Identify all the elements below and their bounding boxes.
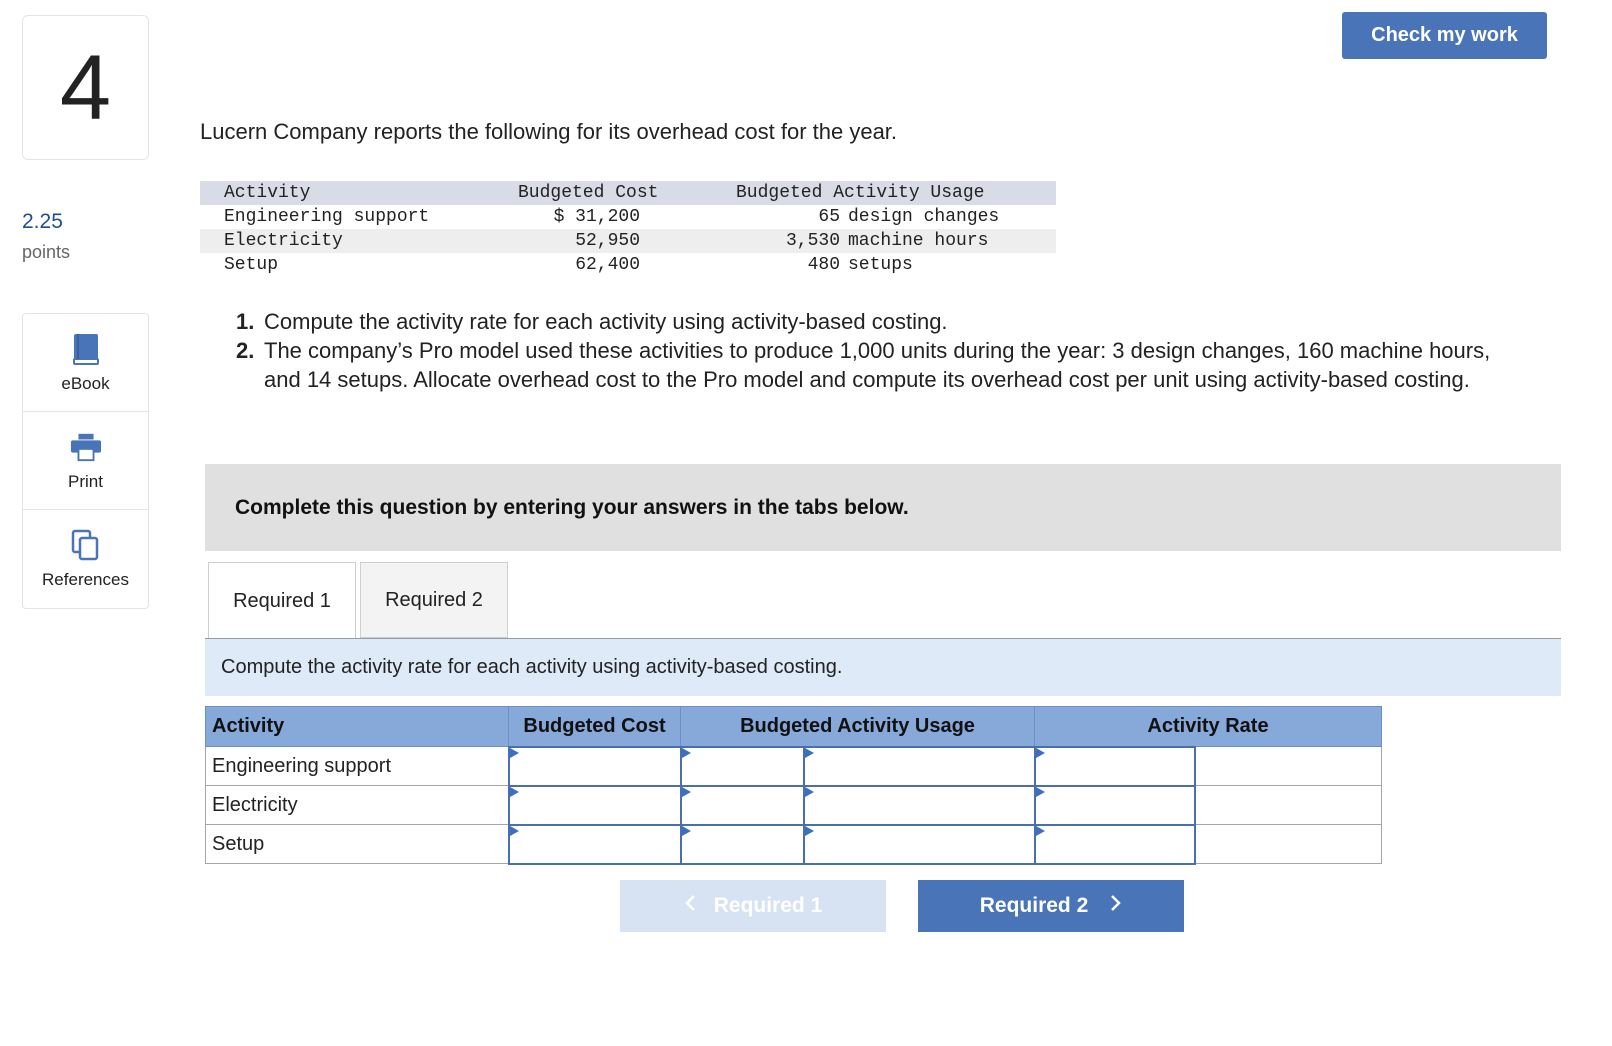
setup-cost-input[interactable] [510,826,680,863]
question-number: 4 [59,36,112,139]
engineering-rate-cell [1035,747,1195,786]
print-button[interactable] [23,412,148,510]
electricity-cost-input[interactable] [510,787,680,824]
setup-rate-input[interactable] [1036,826,1194,863]
electricity-usage-unit-cell [804,786,1035,825]
row-label-electricity: Electricity [206,786,509,825]
print-label: Print [68,471,103,491]
header-budgeted-cost: Budgeted Cost [509,707,681,747]
tools-panel [22,313,149,609]
requirement-text: Compute the activity rate for each activity using activity-based costing. [264,309,948,334]
setup-usage-unit-input[interactable] [805,826,1034,863]
requirement-number: 1. [236,309,255,334]
previous-required-button[interactable] [620,880,886,932]
info-header-row [200,181,1056,205]
engineering-usage-unit-cell [804,747,1035,786]
next-button-label: Required 2 [979,894,1089,917]
info-usage-unit: design changes [848,207,1000,227]
table-row [206,825,1382,864]
row-label-setup: Setup [206,825,509,864]
info-cost: 62,400 [575,255,640,275]
tab-required-2[interactable]: Required 2 [360,562,508,638]
setup-usage-input[interactable] [682,826,803,863]
info-activity: Setup [224,255,279,275]
info-usage-unit: setups [848,255,913,275]
tab-required-1[interactable]: Required 1 [208,562,356,639]
engineering-usage-unit-input[interactable] [805,748,1034,785]
engineering-usage-input[interactable] [682,748,803,785]
points-label: points [22,242,71,262]
info-usage-number: 65 [818,207,840,227]
electricity-rate-cell [1035,786,1195,825]
engineering-cost-input[interactable] [510,748,680,785]
setup-usage-cell [681,825,804,864]
book-icon [70,332,102,366]
info-row [200,229,1056,253]
requirement-item [236,336,1526,394]
info-activity: Electricity [224,231,343,251]
info-header-cost: Budgeted Cost [518,183,659,203]
info-activity: Engineering support [224,207,430,227]
electricity-usage-input[interactable] [682,787,803,824]
next-required-button[interactable] [918,880,1184,932]
info-cost: 52,950 [575,231,640,251]
question-intro: Lucern Company reports the following for its overhead cost for the year. [200,119,898,144]
electricity-cost-cell [509,786,681,825]
references-label: References [42,570,129,589]
info-usage-number: 3,530 [785,231,840,251]
info-row [200,253,1056,277]
setup-cost-cell [509,825,681,864]
engineering-rate-unit-cell [1195,747,1382,786]
engineering-rate-input[interactable] [1036,748,1194,785]
table-row [206,747,1382,786]
engineering-usage-cell [681,747,804,786]
table-row [206,786,1382,825]
setup-usage-unit-cell [804,825,1035,864]
chevron-right-icon [1110,894,1122,918]
ebook-label: eBook [61,373,110,393]
engineering-cost-cell [509,747,681,786]
info-usage-number: 480 [807,255,840,275]
requirement-text: The company’s Pro model used these activities to produce 1,000 units during the year: 3 design changes, 160 machine hours, and 14 setups. Allocate overhead cost to the Pro model and compute its overhead cost per unit using activity-based costing. [264,338,1491,392]
info-cost: $ 31,200 [553,207,640,227]
tab-description: Compute the activity rate for each activity using activity-based costing. [205,639,1561,696]
info-usage-unit: machine hours [848,231,989,251]
electricity-usage-unit-input[interactable] [805,787,1034,824]
previous-button-label: Required 1 [713,894,823,917]
instruction-banner: Complete this question by entering your answers in the tabs below. [205,464,1561,551]
electricity-rate-unit-cell [1195,786,1382,825]
electricity-rate-input[interactable] [1036,787,1194,824]
info-row [200,205,1056,229]
references-button[interactable] [23,510,148,608]
check-my-work-button[interactable]: Check my work [1342,12,1547,59]
printer-icon [70,430,102,464]
copy-icon [70,528,102,562]
setup-rate-cell [1035,825,1195,864]
activity-rate-table [205,706,1382,865]
requirement-number: 2. [236,338,255,363]
header-budgeted-activity-usage: Budgeted Activity Usage [681,707,1035,747]
requirements-list [236,307,1526,394]
electricity-usage-cell [681,786,804,825]
overhead-info-table [200,181,1056,277]
table-header-row [206,707,1382,747]
info-header-activity: Activity [224,183,311,203]
info-header-usage: Budgeted Activity Usage [736,183,985,203]
requirement-item [236,307,1526,336]
chevron-left-icon [684,894,696,918]
header-activity-rate: Activity Rate [1035,707,1382,747]
setup-rate-unit-cell [1195,825,1382,864]
row-label-engineering-support: Engineering support [206,747,509,786]
ebook-button[interactable] [23,314,148,412]
header-activity: Activity [206,707,509,747]
points-value: 2.25 [22,210,63,233]
question-number-box [22,15,149,160]
